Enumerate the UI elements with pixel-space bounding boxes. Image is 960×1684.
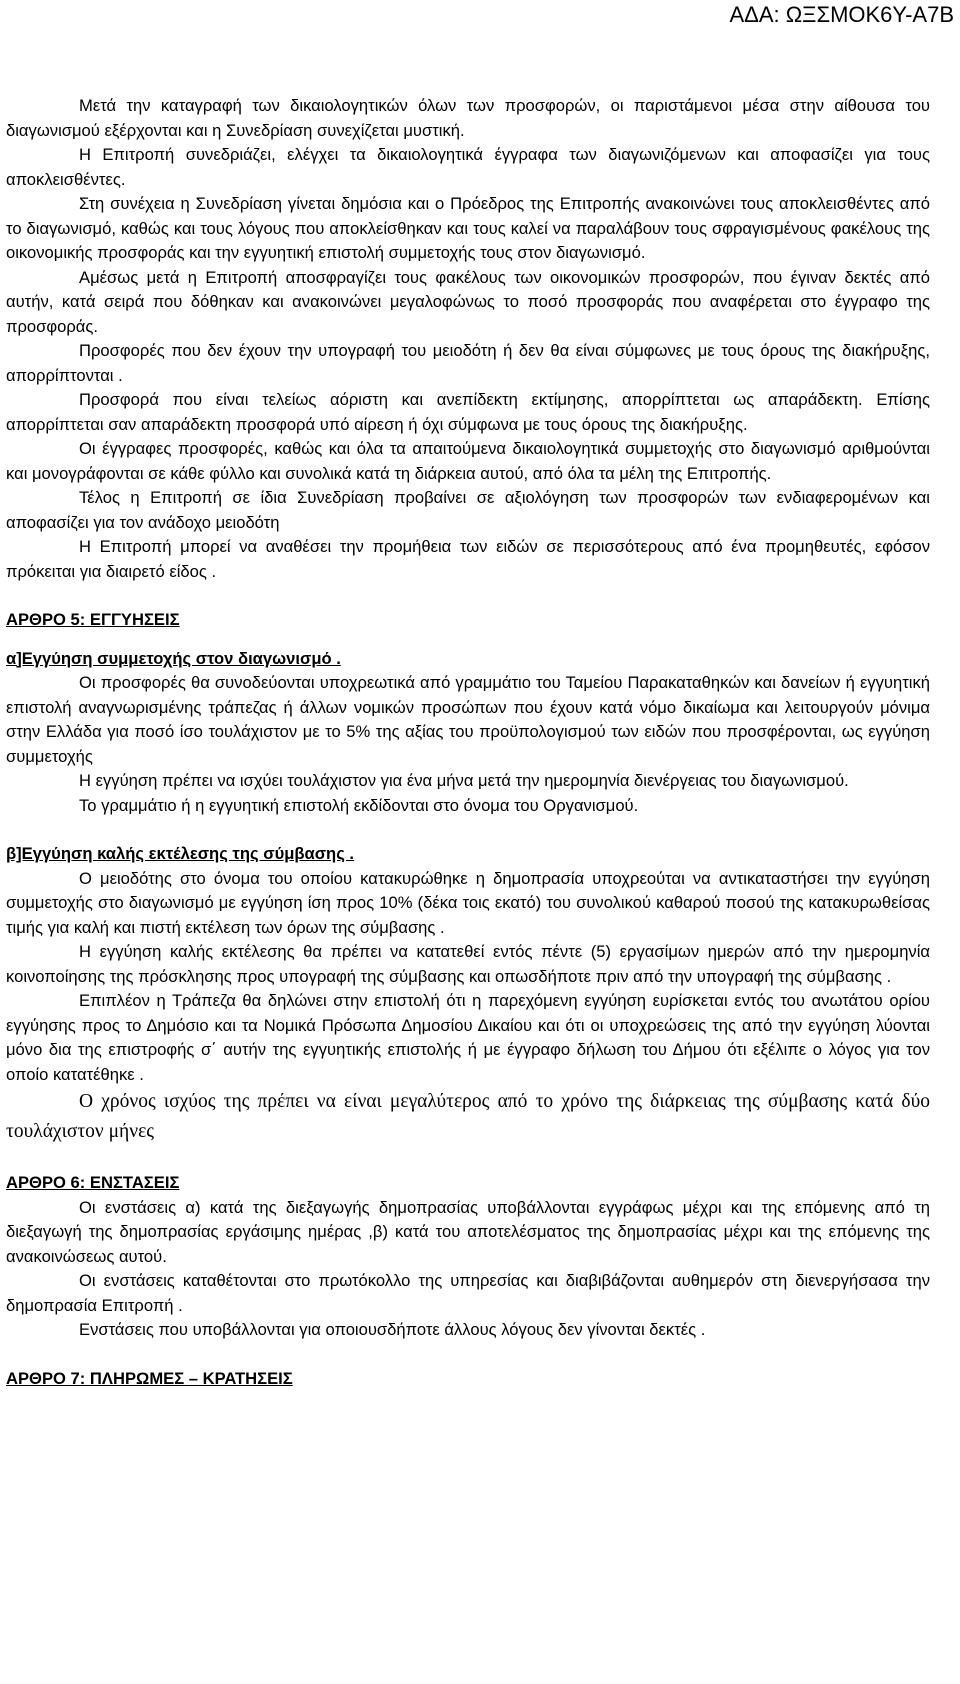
- paragraph-guarantee-issuer: Το γραμμάτιο ή η εγγυητική επιστολή εκδίδονται στο όνομα του Οργανισμού.: [79, 795, 639, 815]
- article7-heading: ΑΡΘΡΟ 7: ΠΛΗΡΩΜΕΣ – ΚΡΑΤΗΣΕΙΣ: [6, 1368, 293, 1388]
- performance-guarantee-subheading: β]Εγγύηση καλής εκτέλεσης της σύμβασης .: [6, 844, 355, 863]
- paragraph-objections-filing: Οι ενστάσεις καταθέτονται στο πρωτόκολλο της υπηρεσίας και διαβιβάζονται αυθημερόν στη διενεργήσασα την δημοπρασία Επιτροπή .: [6, 1271, 930, 1315]
- article5-heading: ΑΡΘΡΟ 5: ΕΓΓΥΗΣΕΙΣ: [6, 610, 180, 629]
- document-body: [6, 94, 930, 1391]
- paragraph-unsigned-offers: Προσφορές που δεν έχουν την υπογραφή του μειοδότη ή δεν θα είναι σύμφωνες με τους όρους της διακήρυξης, απορρίπτονται .: [6, 341, 930, 385]
- paragraph-objections-deadline: Οι ενστάσεις α) κατά της διεξαγωγής δημοπρασίας υποβάλλονται εγγράφως μέχρι και της επόμενης από τη διεξαγωγή της δημοπρασίας εργάσιμης ημέρας ,β) κατά του αποτελέσματος της δημοπρασίας μέχρι και της επόμενης της ανακοινώσεως αυτού.: [6, 1197, 930, 1266]
- paragraph-recording: Μετά την καταγραφή των δικαιολογητικών όλων των προσφορών, οι παριστάμενοι μέσα στην αίθουσα του διαγωνισμού εξέρχονται και η Συνεδρίαση συνεχίζεται μυστική.: [6, 96, 930, 140]
- paragraph-bank-declaration: Επιπλέον η Τράπεζα θα δηλώνει στην επιστολή ότι η παρεχόμενη εγγύηση ευρίσκεται εντός του ανωτάτου ορίου εγγύησης προς το Δημόσιο και τα Νομικά Πρόσωπα Δημοσίου Δικαίου και ότι οι υποχρεώσεις της από την εγγύηση λύονται μόνο δια της επιστροφής σ΄ αυτήν της εγγυητικής επιστολής ή με έγγραφο δήλωση του Δήμου ότι εξέλιπε ο λόγος για τον οποίο κατατέθηκε .: [6, 991, 930, 1084]
- paragraph-numbering: Οι έγγραφες προσφορές, καθώς και όλα τα απαιτούμενα δικαιολογητικά συμμετοχής στο διαγωνισμό αριθμούνται και μονογράφονται σε κάθε φύλλο και συνολικά κατά τη διάρκεια αυτού, από όλα τα μέλη της Επιτροπής.: [6, 439, 930, 483]
- paragraph-performance-amount: Ο μειοδότης στο όνομα του οποίου κατακυρώθηκε η δημοπρασία υποχρεούται να αντικαταστήσει την εγγύηση συμμετοχής στο διαγωνισμό με εγγύηση ίση προς 10% (δέκα τοις εκατό) του συνολικού καθαρού ποσού της κατακυρωθείσας τιμής για καλή και πιστή εκτέλεση των όρων της σύμβασης .: [6, 868, 930, 937]
- paragraph-unsealing: Αμέσως μετά η Επιτροπή αποσφραγίζει τους φακέλους των οικονομικών προσφορών, που έγιναν δεκτές από αυτήν, κατά σειρά που δόθηκαν και ανακοινώνει μεγαλοφώνως το ποσό προσφοράς που αναφέρεται στο έγγραφο της προσφοράς.: [6, 267, 930, 336]
- paragraph-performance-deadline: Η εγγύηση καλής εκτέλεσης θα πρέπει να κατατεθεί εντός πέντε (5) εργασίμων ημερών από την ημερομηνία κοινοποίησης της πρόσκλησης προς υπογραφή της σύμβασης και οπωσδήποτε πριν από την υπογραφή της σύμβασης .: [6, 942, 930, 986]
- paragraph-evaluation: Τέλος η Επιτροπή σε ίδια Συνεδρίαση προβαίνει σε αξιολόγηση των προσφορών των ενδιαφερομένων και αποφασίζει για τον ανάδοχο μειοδότη: [6, 488, 930, 532]
- paragraph-committee-review: Η Επιτροπή συνεδριάζει, ελέγχει τα δικαιολογητικά έγγραφα των διαγωνιζόμενων και αποφασίζει για τους αποκλεισθέντες.: [6, 145, 930, 189]
- article6-heading: ΑΡΘΡΟ 6: ΕΝΣΤΑΣΕΙΣ: [6, 1173, 180, 1192]
- ada-code: ΑΔΑ: ΩΞΣΜΟΚ6Υ-Α7Β: [729, 2, 954, 27]
- paragraph-guarantee-form: Οι προσφορές θα συνοδεύονται υποχρεωτικά από γραμμάτιο του Ταμείου Παρακαταθηκών και δανείων ή εγγυητική επιστολή αναγνωρισμένης τράπεζας ή άλλων νομικών προσώπων που έχουν κατά νόμο δικαίωμα και λειτουργούν μόνιμα στην Ελλάδα για ποσό ίσο τουλάχιστον με το 5% της αξίας του προϋπολογισμού των ειδών που προσφέρονται, ως εγγύηση συμμετοχής: [6, 673, 930, 766]
- paragraph-guarantee-validity: Η εγγύηση πρέπει να ισχύει τουλάχιστον για ένα μήνα μετά την ημερομηνία διενέργειας του διαγωνισμού.: [79, 771, 849, 790]
- participation-guarantee-subheading: α]Εγγύηση συμμετοχής στον διαγωνισμό .: [6, 648, 341, 668]
- paragraph-objections-other: Ενστάσεις που υποβάλλονται για οποιουσδήποτε άλλους λόγους δεν γίνονται δεκτές .: [79, 1320, 706, 1339]
- paragraph-split-award: Η Επιτροπή μπορεί να αναθέσει την προμήθεια των ειδών σε περισσότερους από ένα προμηθευτές, εφόσον πρόκειται για διαιρετό είδος .: [6, 537, 930, 581]
- paragraph-guarantee-duration: Ο χρόνος ισχύος της πρέπει να είναι μεγαλύτερος από το χρόνο της διάρκειας της σύμβασης κατά δύο τουλάχιστον μήνες: [6, 1091, 930, 1142]
- paragraph-public-session: Στη συνέχεια η Συνεδρίαση γίνεται δημόσια και ο Πρόεδρος της Επιτροπής ανακοινώνει τους αποκλεισθέντες από το διαγωνισμό, καθώς και τους λόγους που αποκλείσθηκαν και τους καλεί να παραλάβουν τους σφραγισμένους φακέλους της οικονομικής προσφοράς και την εγγυητική επιστολή συμμετοχής τους στον διαγωνισμό.: [6, 194, 930, 262]
- paragraph-vague-offers: Προσφορά που είναι τελείως αόριστη και ανεπίδεκτη εκτίμησης, απορρίπτεται ως απαράδεκτη. Επίσης απορρίπτεται σαν απαράδεκτη προσφορά υπό αίρεση ή όχι σύμφωνα με τους όρους της διακήρυξης.: [6, 390, 930, 434]
